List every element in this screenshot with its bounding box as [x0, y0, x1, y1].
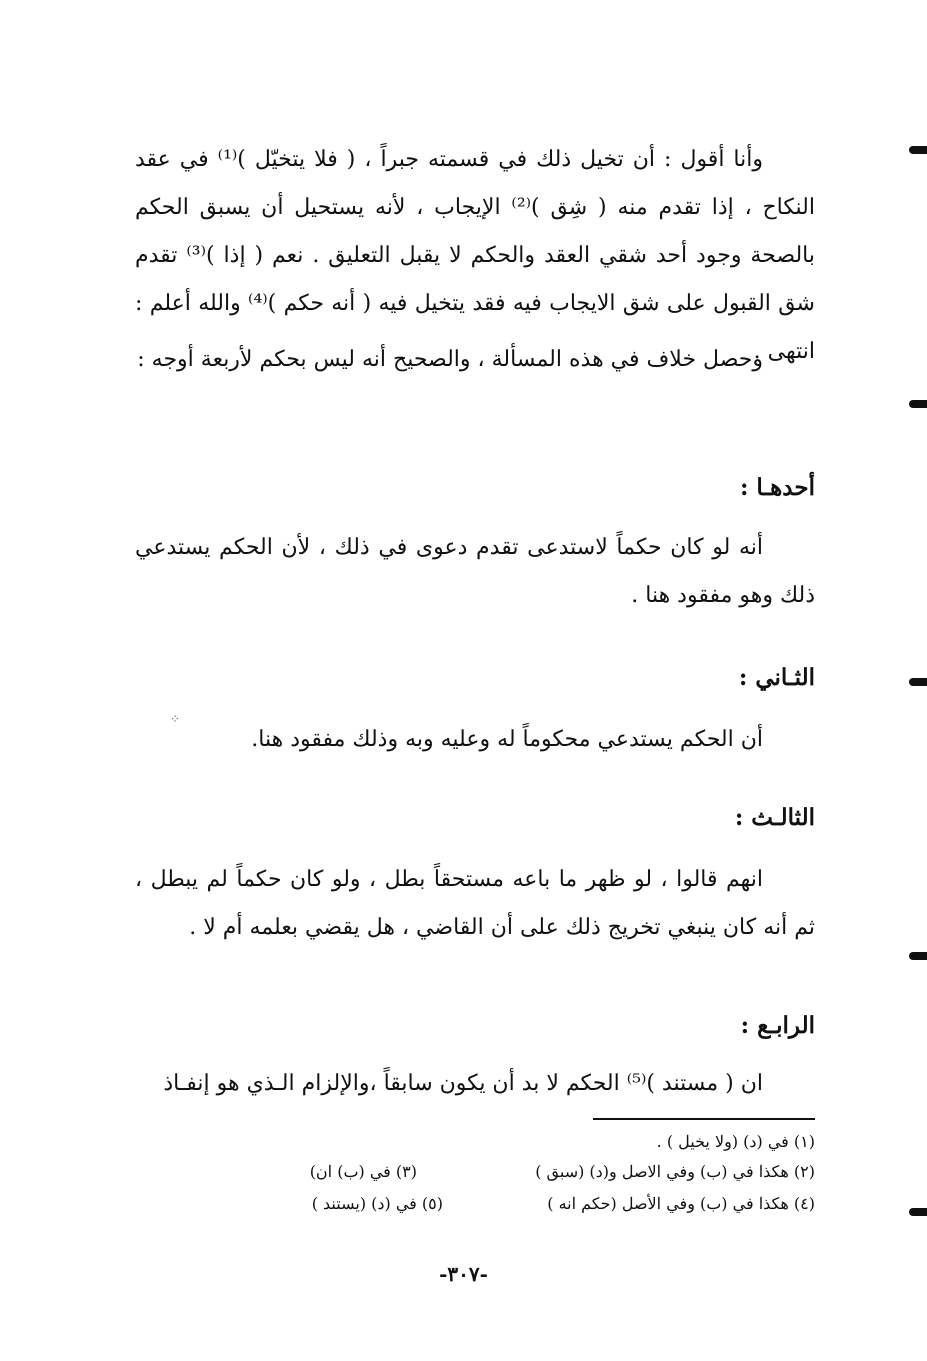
heading-third: الثالـث :	[734, 804, 815, 831]
paragraph-2: وحصل خلاف في هذه المسألة ، والصحيح أنه ليس بحكم لأربعة أوجه :	[137, 347, 763, 372]
heading-fourth: الرابـع :	[740, 1012, 815, 1039]
footnote-5: (٥) في (د) (يستند )	[311, 1194, 443, 1213]
edge-binding-mark	[909, 146, 927, 154]
paragraph-4: أن الحكم يستدعي محكوماً له وعليه وبه وذلك مفقود هنا.	[251, 727, 763, 752]
paragraph-3: أنه لو كان حكماً لاستدعى تقدم دعوى في ذلك ، لأن الحكم يستدعي ذلك وهو مفقود هنا .	[135, 535, 815, 608]
footnote-4: (٤) هكذا في (ب) وفي الأصل (حكم انه )	[547, 1194, 815, 1213]
paragraph-1: وأنا أقول : أن تخيل ذلك في قسمته جبراً ، ( فلا يتخيّل )⁽¹⁾ في عقد النكاح ، إذا تقدم منه ( شِق )⁽²⁾ الإيجاب ، لأنه يستحيل أن يسبق الحكم بالصحة وجود أحد شقي العقد والحكم لا يقبل التعليق . نعم ( إذا )⁽³⁾ تقدم شق القبول على شق الايجاب فيه فقد يتخيل فيه ( أنه حكم )⁽⁴⁾ والله أعلم : انتهى .	[135, 147, 815, 364]
print-speck-mark: ⁘	[170, 712, 181, 726]
footnote-2: (٢) هكذا في (ب) وفي الاصل و(د) (سبق )	[535, 1162, 815, 1181]
footnote-separator	[593, 1118, 815, 1120]
footnote-3: (٣) في (ب) ان)	[309, 1162, 417, 1181]
edge-binding-mark	[909, 678, 927, 686]
heading-first: أحدهـا :	[739, 474, 815, 501]
page-number: -٣٠٧-	[439, 1262, 488, 1286]
paragraph-5: انهم قالوا ، لو ظهر ما باعه مستحقاً بطل ، ولو كان حكماً لم يبطل ، ثم أنه كان ينبغي تخريج ذلك على أن القاضي ، هل يقضي بعلمه أم لا .	[135, 867, 815, 940]
edge-binding-mark	[909, 952, 927, 960]
edge-binding-mark	[909, 400, 927, 408]
heading-second: الثـاني :	[738, 664, 815, 691]
paragraph-6: ان ( مستند )⁽⁵⁾ الحكم لا بد أن يكون سابقاً ،والإلزام الـذي هو إنفـاذ	[163, 1071, 763, 1096]
footnote-1: (١) في (د) (ولا يخيل ) .	[656, 1132, 815, 1151]
edge-binding-mark	[909, 1208, 927, 1216]
